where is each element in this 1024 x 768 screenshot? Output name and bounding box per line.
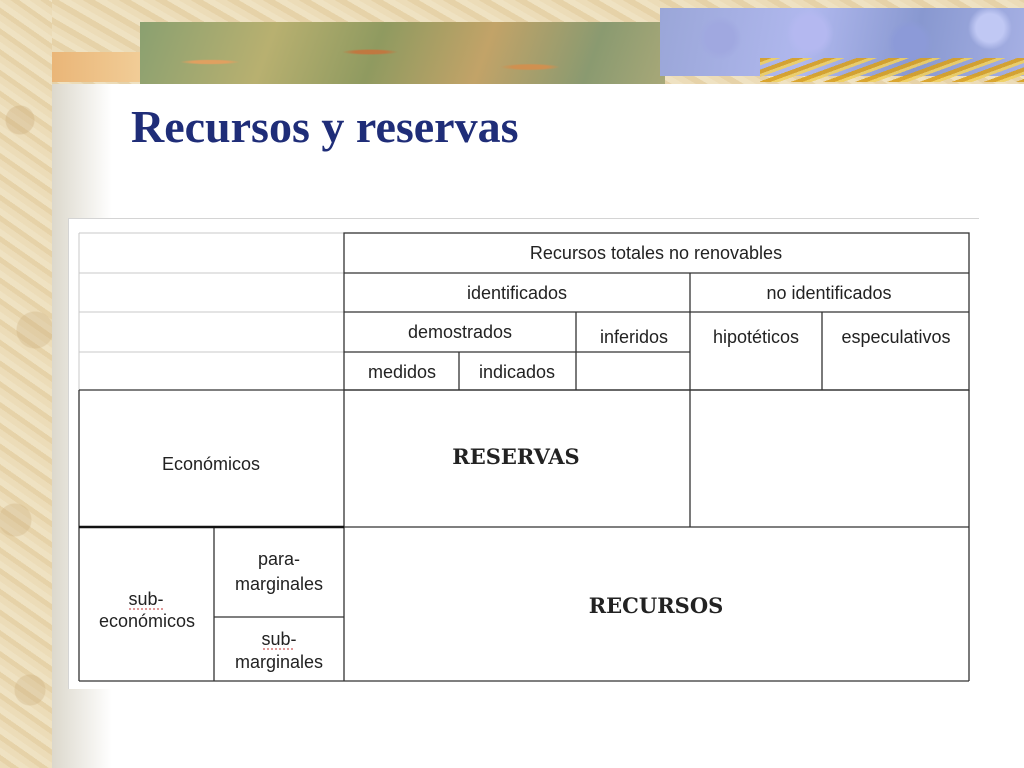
slide-title: Recursos y reservas <box>131 101 519 152</box>
paramarginal-label-line1: para- <box>257 549 301 569</box>
paramarginal-label-line2: marginales <box>234 574 324 594</box>
wheat-ornament-icon <box>760 58 1024 82</box>
reserves-label: RESERVAS <box>452 444 580 469</box>
speculative-label: especulativos <box>841 327 951 347</box>
inferred-label: inferidos <box>599 327 669 347</box>
measured-label: medidos <box>367 362 437 382</box>
subeconomic-label-line2: económicos <box>98 611 196 631</box>
light-guide-lines <box>79 233 344 390</box>
resources-label: RECURSOS <box>588 593 724 618</box>
subeconomic-label-line1: sub- <box>128 589 164 609</box>
hypothetical-label: hipotéticos <box>712 327 800 347</box>
not-identified-label: no identificados <box>766 283 892 303</box>
submarginal-label-line1: sub- <box>261 629 297 649</box>
leaf-banner-icon <box>140 22 665 84</box>
parchment-strip <box>0 0 52 768</box>
economic-label: Económicos <box>161 454 261 474</box>
indicated-label: indicados <box>478 362 556 382</box>
identified-label: identificados <box>466 283 568 303</box>
diagram-grid <box>69 219 979 689</box>
submarginal-label-line2: marginales <box>234 652 324 672</box>
demonstrated-label: demostrados <box>407 322 513 342</box>
resources-reserves-diagram <box>68 218 979 689</box>
header-total-label: Recursos totales no renovables <box>529 243 783 263</box>
